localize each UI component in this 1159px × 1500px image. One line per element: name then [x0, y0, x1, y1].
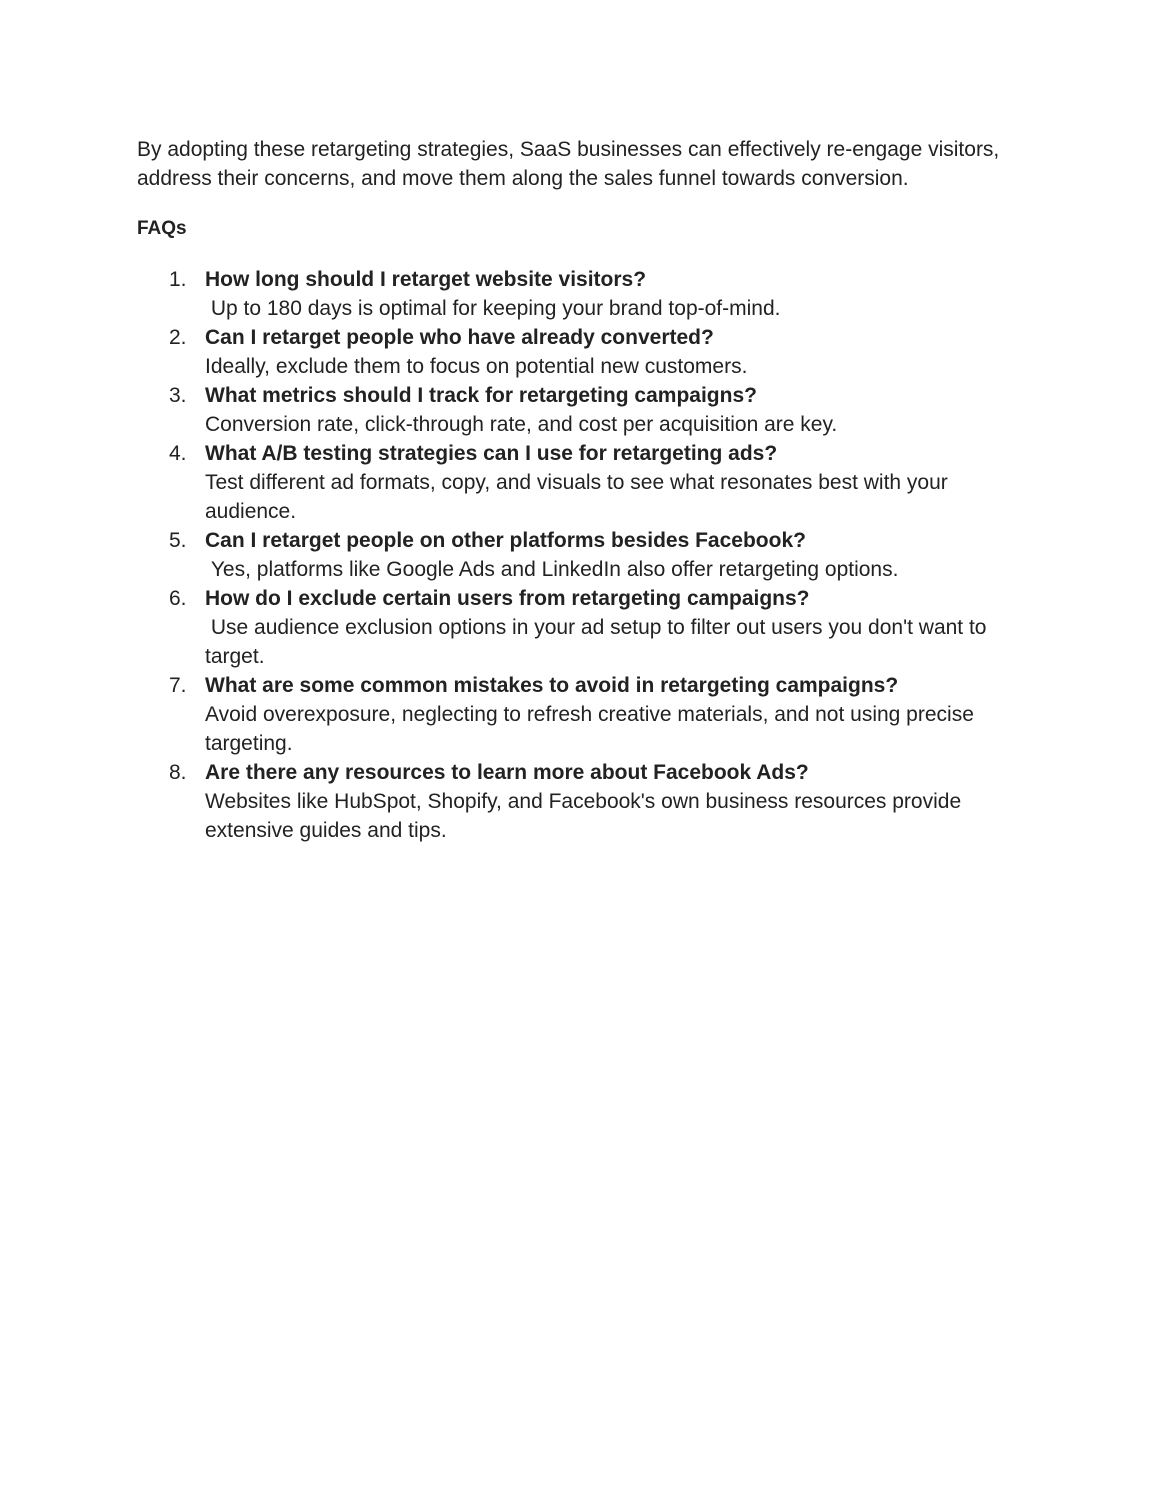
faq-question: What metrics should I track for retargeting campaigns?	[205, 384, 757, 407]
faq-number: 2.	[169, 326, 187, 349]
faq-number: 3.	[169, 384, 187, 407]
faq-question: Can I retarget people who have already converted?	[205, 326, 714, 349]
faq-number: 6.	[169, 587, 187, 610]
faq-number: 8.	[169, 761, 187, 784]
document-page	[137, 135, 1037, 842]
faq-number: 7.	[169, 674, 187, 697]
faq-heading: FAQs	[137, 218, 187, 239]
faq-answer: Yes, platforms like Google Ads and LinkedIn also offer retargeting options.	[205, 558, 899, 581]
faq-item	[137, 671, 1037, 758]
faq-number: 4.	[169, 442, 187, 465]
intro-paragraph: By adopting these retargeting strategies, SaaS businesses can effectively re-engage visitors, address their concerns, and move them along the sales funnel towards conversion.	[137, 138, 1000, 190]
faq-answer: Websites like HubSpot, Shopify, and Facebook's own business resources provide extensive guides and tips.	[205, 790, 967, 842]
faq-question: How do I exclude certain users from retargeting campaigns?	[205, 587, 810, 610]
faq-answer: Ideally, exclude them to focus on potential new customers.	[205, 355, 748, 378]
faq-number: 5.	[169, 529, 187, 552]
faq-item	[137, 526, 1037, 584]
faq-answer: Use audience exclusion options in your ad setup to filter out users you don't want to target.	[205, 616, 993, 668]
faq-question: How long should I retarget website visitors?	[205, 268, 647, 291]
faq-item	[137, 381, 1037, 439]
faq-item	[137, 584, 1037, 671]
faq-item	[137, 265, 1037, 323]
faq-item	[137, 758, 1037, 845]
faq-answer: Test different ad formats, copy, and visuals to see what resonates best with your audience.	[205, 471, 954, 523]
faq-question: Are there any resources to learn more about Facebook Ads?	[205, 761, 809, 784]
faq-item	[137, 439, 1037, 526]
faq-list	[137, 265, 1037, 845]
faq-answer: Avoid overexposure, neglecting to refresh creative materials, and not using precise targeting.	[205, 703, 980, 755]
faq-item	[137, 323, 1037, 381]
faq-number: 1.	[169, 268, 187, 291]
faq-answer: Up to 180 days is optimal for keeping your brand top-of-mind.	[205, 297, 781, 320]
faq-question: Can I retarget people on other platforms besides Facebook?	[205, 529, 806, 552]
faq-question: What A/B testing strategies can I use for retargeting ads?	[205, 442, 778, 465]
faq-answer: Conversion rate, click-through rate, and cost per acquisition are key.	[205, 413, 838, 436]
faq-question: What are some common mistakes to avoid in retargeting campaigns?	[205, 674, 899, 697]
